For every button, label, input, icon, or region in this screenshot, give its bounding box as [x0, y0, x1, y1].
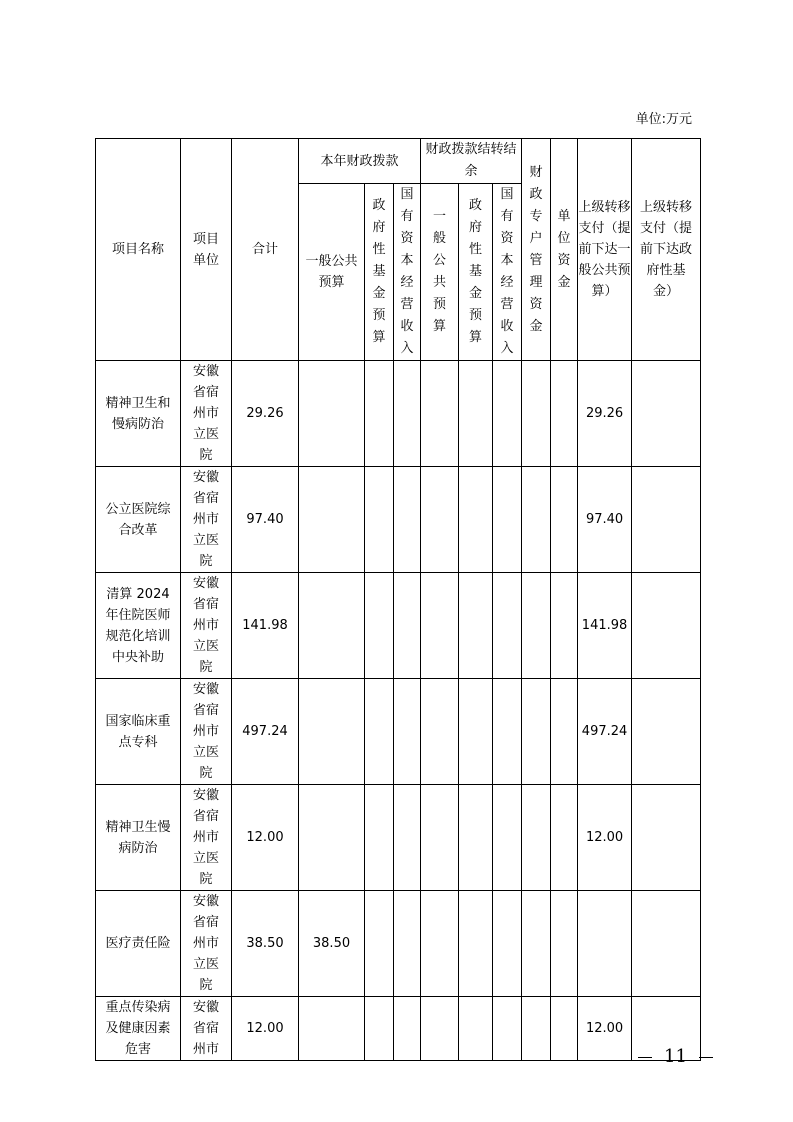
header-special-fund: 财政专户管理资金 — [522, 139, 551, 361]
cell-general-budget — [299, 785, 365, 891]
header-project-name: 项目名称 — [96, 139, 181, 361]
cell-project-unit: 安徽省宿州市立医院 — [181, 361, 232, 467]
header-total: 合计 — [232, 139, 299, 361]
header-current-year-group: 本年财政拨款 — [299, 139, 421, 184]
cell-project-unit: 安徽省宿州市立医院 — [181, 891, 232, 997]
cell-project-unit: 安徽省宿州市立医院 — [181, 785, 232, 891]
cell-transfer-general: 12.00 — [578, 997, 632, 1061]
cell-project-name: 精神卫生慢病防治 — [96, 785, 181, 891]
cell-project-name: 医疗责任险 — [96, 891, 181, 997]
cell-transfer-general: 497.24 — [578, 679, 632, 785]
header-unit-fund: 单位资金 — [551, 139, 578, 361]
header-carry-gov-fund-budget: 政府性基金预算 — [459, 184, 493, 361]
table-row — [96, 679, 701, 785]
cell-total: 38.50 — [232, 891, 299, 997]
cell-project-unit: 安徽省宿州市立医院 — [181, 573, 232, 679]
header-carry-general-budget: 一般公共预算 — [421, 184, 459, 361]
table-row — [96, 785, 701, 891]
cell-total: 97.40 — [232, 467, 299, 573]
cell-project-unit: 安徽省宿州市 — [181, 997, 232, 1061]
header-carryover-group: 财政拨款结转结余 — [421, 139, 522, 184]
cell-transfer-general: 12.00 — [578, 785, 632, 891]
page-number-dash-right — [699, 1057, 713, 1058]
header-transfer-general: 上级转移支付（提前下达一般公共预算） — [578, 139, 632, 361]
table-row — [96, 891, 701, 997]
cell-project-name: 公立医院综合改革 — [96, 467, 181, 573]
cell-total: 141.98 — [232, 573, 299, 679]
cell-general-budget — [299, 361, 365, 467]
cell-total: 497.24 — [232, 679, 299, 785]
header-gov-fund-budget: 政府性基金预算 — [365, 184, 394, 361]
page-number-dash-left — [638, 1057, 652, 1058]
cell-project-name: 国家临床重点专科 — [96, 679, 181, 785]
cell-project-name: 清算 2024 年住院医师规范化培训中央补助 — [96, 573, 181, 679]
cell-general-budget: 38.50 — [299, 891, 365, 997]
header-transfer-gov-fund: 上级转移支付（提前下达政府性基金） — [632, 139, 701, 361]
cell-transfer-general: 29.26 — [578, 361, 632, 467]
unit-label: 单位:万元 — [635, 112, 692, 127]
cell-project-name: 重点传染病及健康因素危害 — [96, 997, 181, 1061]
header-general-budget: 一般公共预算 — [299, 184, 365, 361]
cell-total: 12.00 — [232, 785, 299, 891]
budget-table — [95, 138, 701, 1061]
cell-general-budget — [299, 679, 365, 785]
cell-general-budget — [299, 997, 365, 1061]
table-row — [96, 997, 701, 1061]
cell-general-budget — [299, 573, 365, 679]
table-row — [96, 467, 701, 573]
cell-total: 12.00 — [232, 997, 299, 1061]
page-number: 11 — [626, 1046, 725, 1067]
header-carry-state-capital-income: 国有资本经营收入 — [493, 184, 522, 361]
header-project-unit: 项目单位 — [181, 139, 232, 361]
cell-project-name: 精神卫生和慢病防治 — [96, 361, 181, 467]
cell-transfer-general: 141.98 — [578, 573, 632, 679]
cell-transfer-general — [578, 891, 632, 997]
cell-project-unit: 安徽省宿州市立医院 — [181, 679, 232, 785]
cell-total: 29.26 — [232, 361, 299, 467]
cell-transfer-general: 97.40 — [578, 467, 632, 573]
header-state-capital-income: 国有资本经营收入 — [394, 184, 421, 361]
cell-general-budget — [299, 467, 365, 573]
table-row — [96, 573, 701, 679]
table-row — [96, 361, 701, 467]
cell-project-unit: 安徽省宿州市立医院 — [181, 467, 232, 573]
